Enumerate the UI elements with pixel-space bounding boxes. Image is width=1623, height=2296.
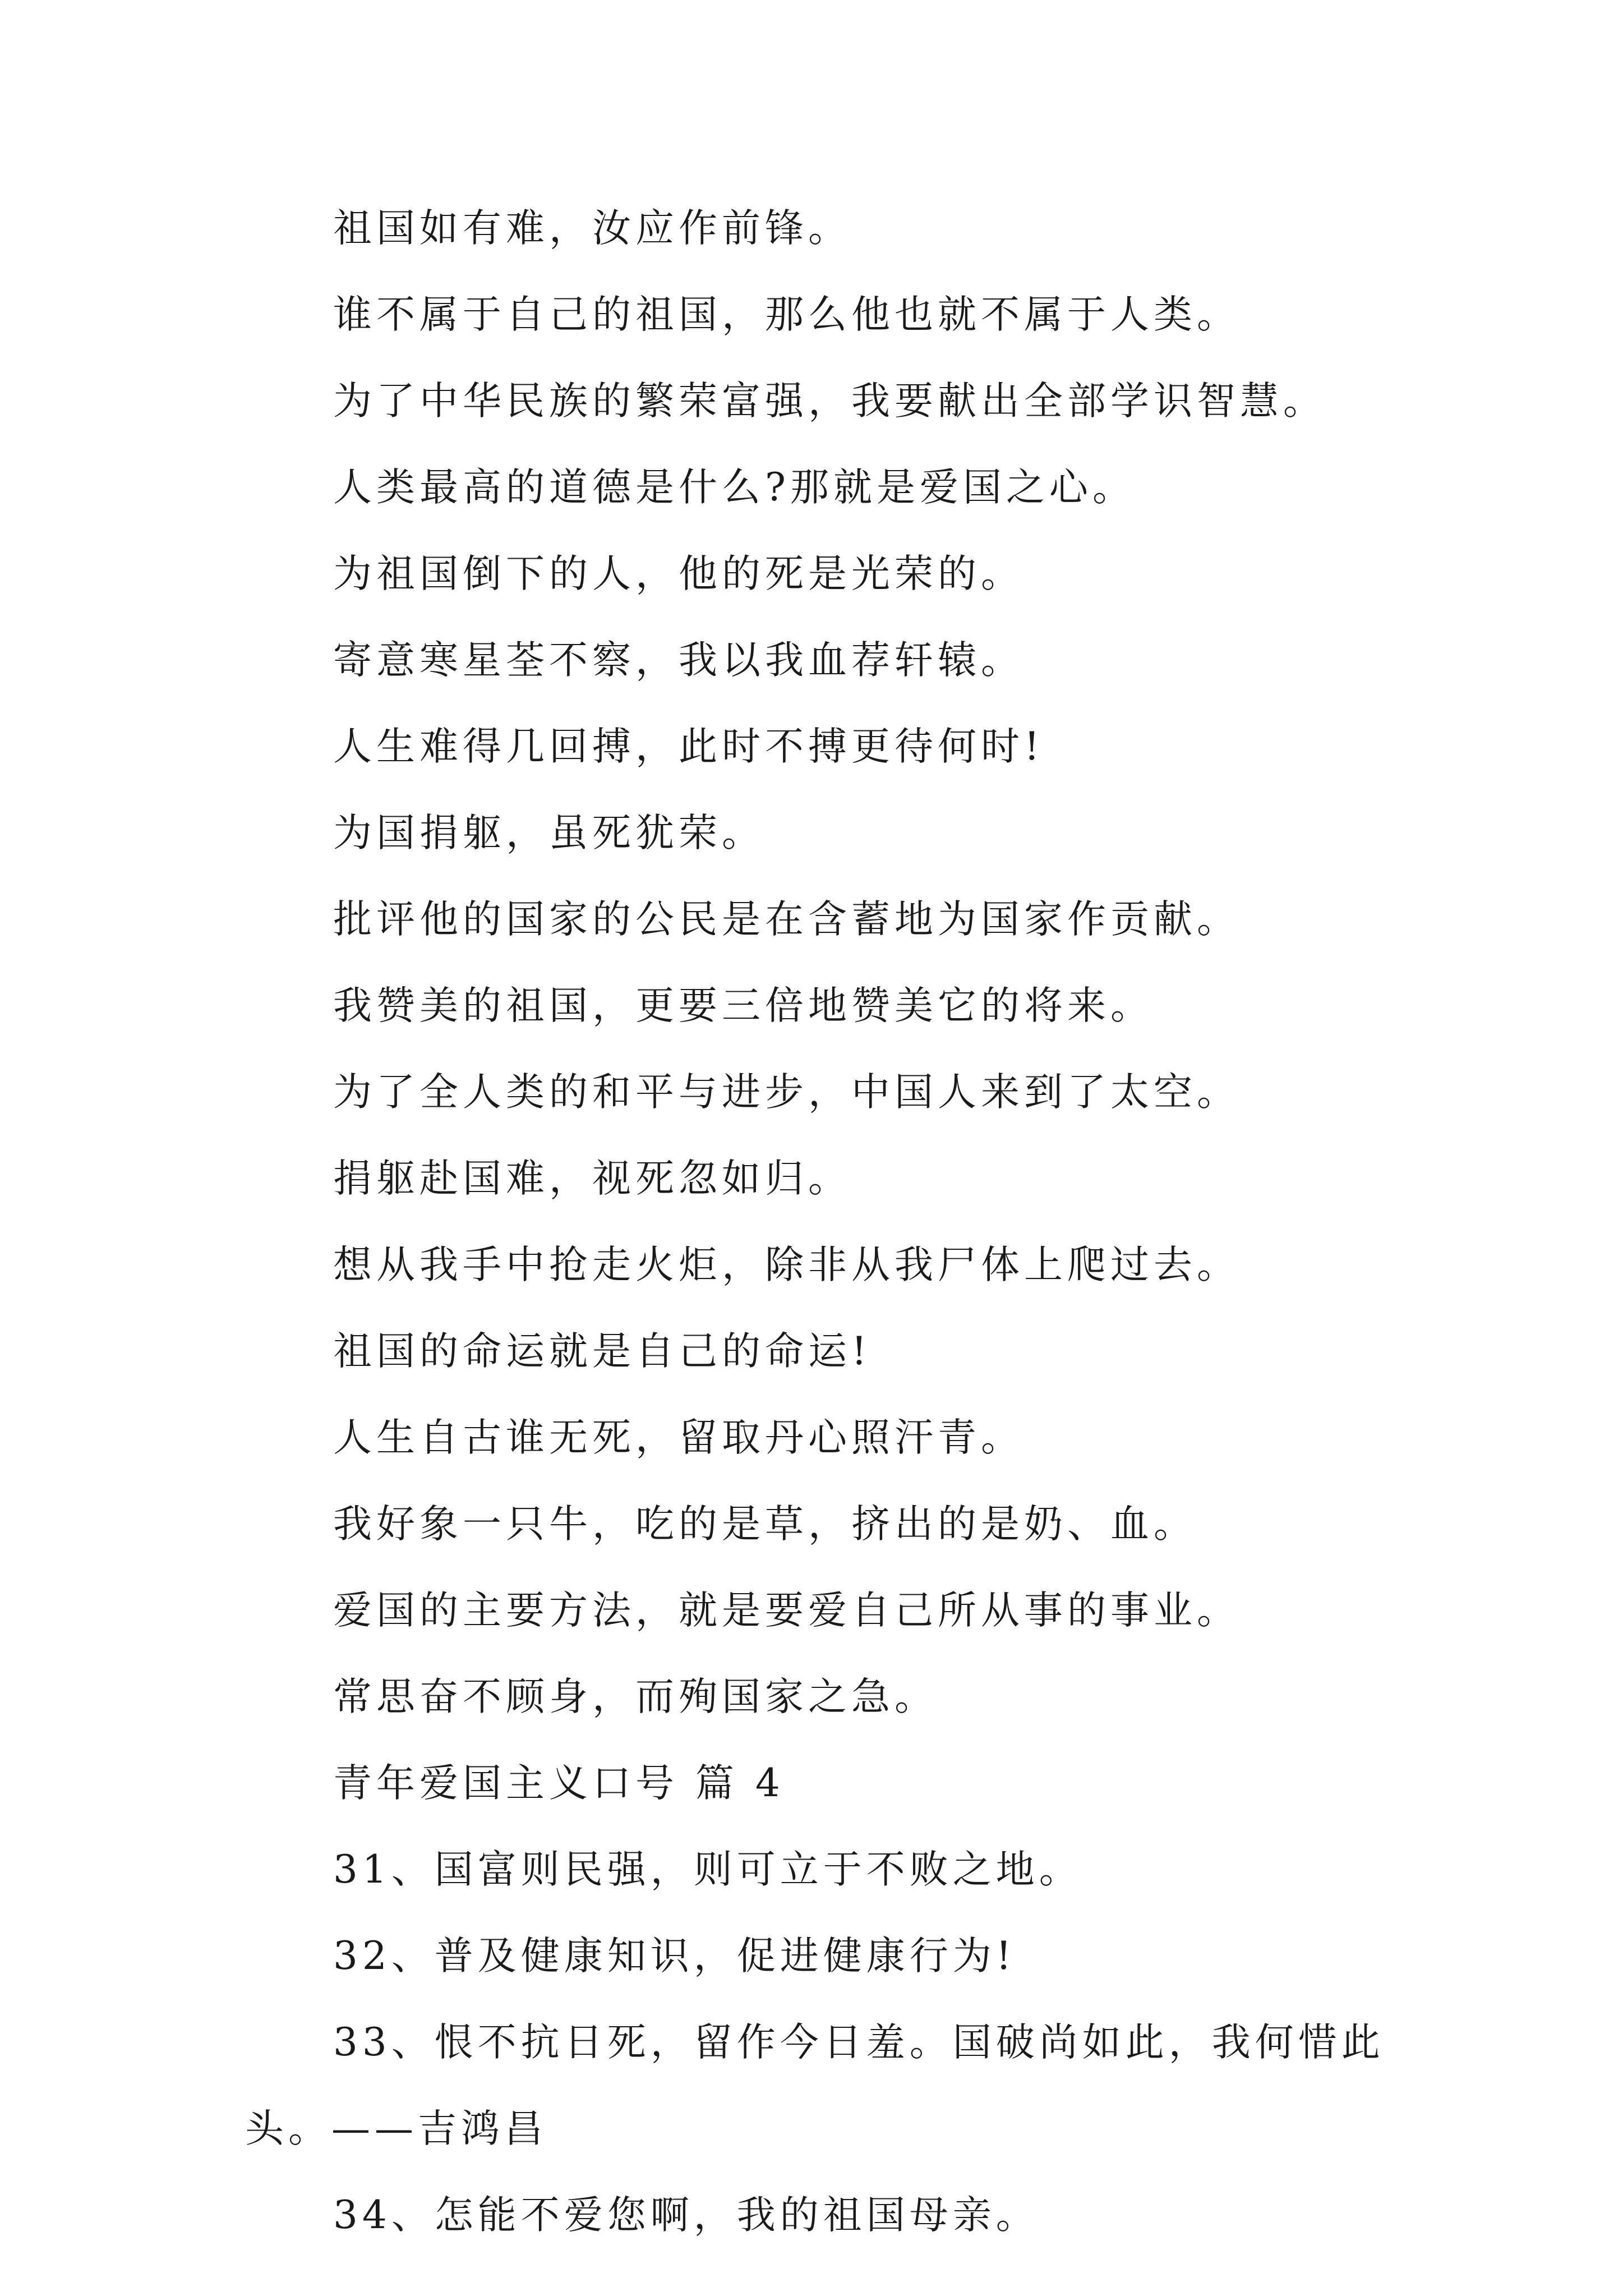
numbered-item: 33、恨不抗日死，留作今日羞。国破尚如此，我何惜此 bbox=[333, 2020, 1385, 2065]
numbered-item-continuation: 头。——吉鸿昌 bbox=[245, 2106, 547, 2151]
text-line: 捐躯赴国难，视死忽如归。 bbox=[333, 1156, 851, 1201]
text-line: 谁不属于自己的祖国，那么他也就不属于人类。 bbox=[333, 292, 1240, 337]
text-line: 为国捐躯，虽死犹荣。 bbox=[333, 811, 765, 855]
text-line: 想从我手中抢走火炬，除非从我尸体上爬过去。 bbox=[333, 1243, 1240, 1287]
numbered-item: 34、怎能不爱您啊，我的祖国母亲。 bbox=[333, 2193, 1039, 2238]
document-body bbox=[245, 185, 1389, 2258]
section-heading: 青年爱国主义口号 篇 4 bbox=[333, 1761, 785, 1806]
text-line: 祖国如有难，汝应作前锋。 bbox=[333, 206, 851, 251]
text-line: 人生自古谁无死，留取丹心照汗青。 bbox=[333, 1415, 1024, 1460]
text-line: 爱国的主要方法，就是要爱自己所从事的事业。 bbox=[333, 1588, 1240, 1633]
numbered-item: 31、国富则民强，则可立于不败之地。 bbox=[333, 1847, 1082, 1892]
text-line: 祖国的命运就是自己的命运! bbox=[333, 1329, 872, 1374]
text-line: 批评他的国家的公民是在含蓄地为国家作贡献。 bbox=[333, 897, 1240, 942]
text-line: 我好象一只牛，吃的是草，挤出的是奶、血。 bbox=[333, 1502, 1197, 1547]
text-line: 为了中华民族的繁荣富强，我要献出全部学识智慧。 bbox=[333, 379, 1326, 424]
text-line: 人类最高的道德是什么?那就是爱国之心。 bbox=[333, 465, 1136, 510]
text-line: 寄意寒星荃不察，我以我血荐轩辕。 bbox=[333, 638, 1024, 683]
text-line: 为祖国倒下的人，他的死是光荣的。 bbox=[333, 551, 1024, 596]
numbered-item: 32、普及健康知识，促进健康行为! bbox=[333, 1934, 1016, 1978]
text-line: 常思奋不顾身，而殉国家之急。 bbox=[333, 1674, 938, 1719]
text-line: 我赞美的祖国，更要三倍地赞美它的将来。 bbox=[333, 983, 1154, 1028]
text-line: 为了全人类的和平与进步，中国人来到了太空。 bbox=[333, 1070, 1240, 1115]
text-line: 人生难得几回搏，此时不搏更待何时! bbox=[333, 724, 1044, 769]
